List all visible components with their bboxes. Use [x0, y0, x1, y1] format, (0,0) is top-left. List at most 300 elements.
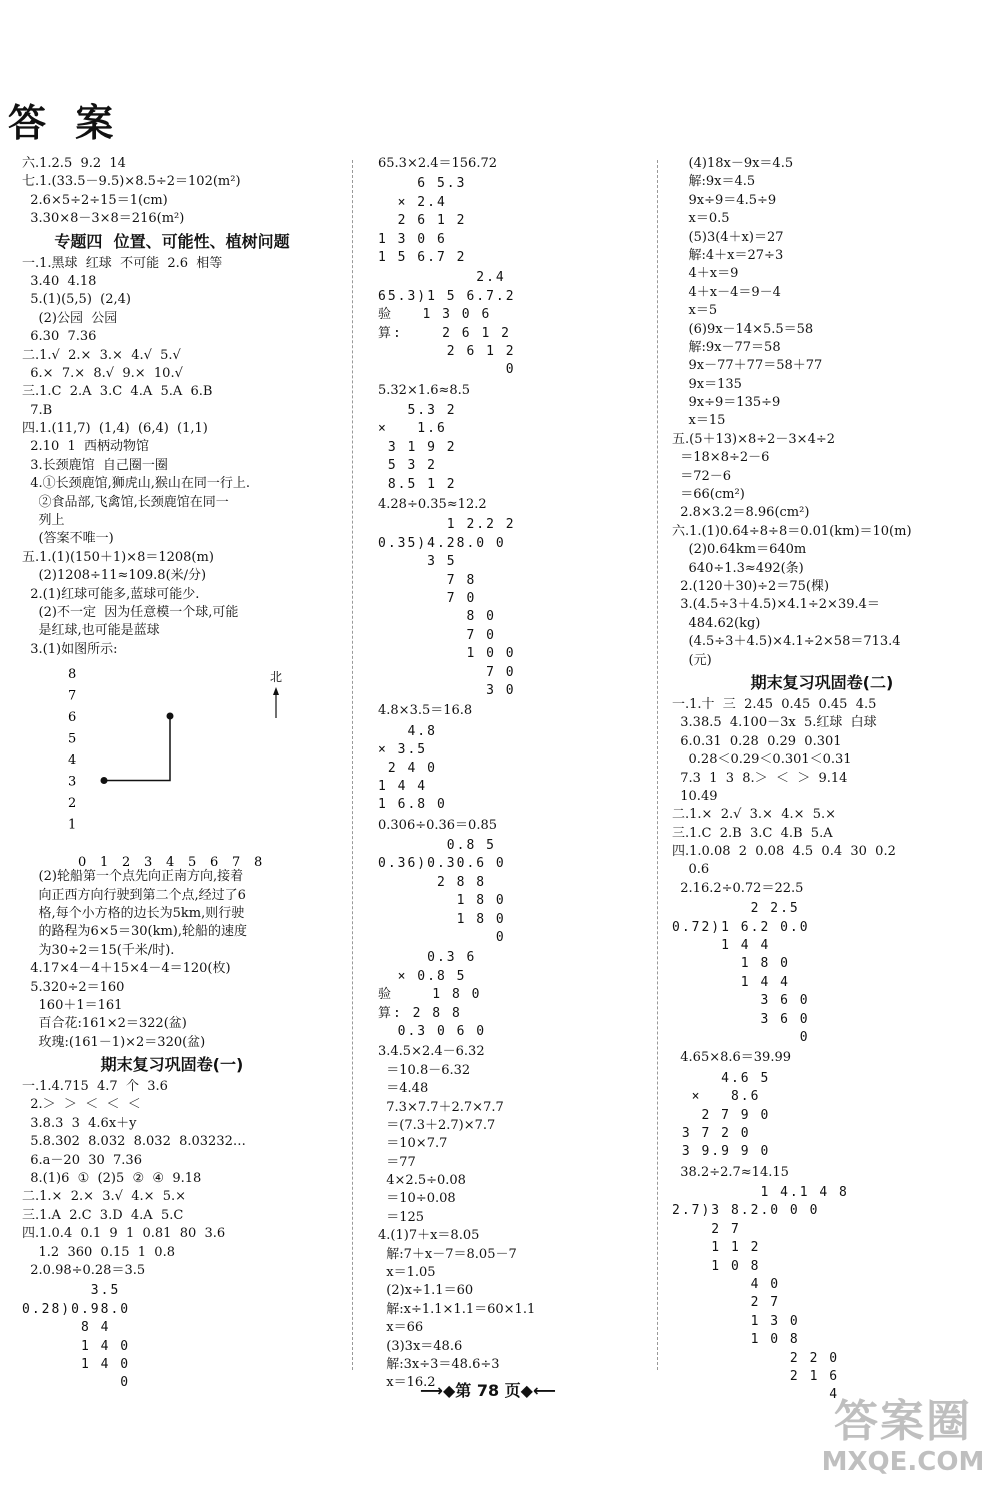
answer-line: ＝77 [378, 1154, 416, 1170]
answer-line: 四.1.0.4 0.1 9 1 0.81 80 3.6 [22, 1226, 226, 1242]
calculation-row-wrap [672, 1313, 972, 1331]
answer-line: 一.1.黑球 红球 不可能 2.6 相等 [22, 255, 223, 271]
x-tick-label: 3 [144, 855, 153, 869]
answer-line: 六.1.(1)0.64÷8÷8＝0.01(km)＝10(m) [672, 523, 912, 539]
calculation-row: 2 6 1 2 [378, 343, 516, 361]
answer-line: 5.320÷2＝160 [22, 979, 125, 995]
vertical-calculation [378, 175, 648, 267]
calculation-row-wrap [378, 874, 648, 892]
calculation-row: 0.72)1 6.2 0.0 [672, 919, 810, 937]
calculation-row: 1 1 2 [672, 1239, 760, 1257]
answer-line: 三.1.C 2.A 3.C 4.A 5.A 6.B [22, 384, 213, 400]
calculation-row-wrap [378, 476, 648, 494]
answer-line: 6.0.31 0.28 0.29 0.301 [672, 733, 842, 749]
answer-line: 列上 [22, 513, 65, 529]
calculation-row-wrap [672, 1350, 972, 1368]
vertical-calculation [378, 723, 648, 815]
calculation-row: 0.3 6 [378, 950, 477, 966]
answer-line: (4)18x－9x＝4.5 [672, 156, 794, 171]
answer-line: 3.(4.5÷3＋4.5)×4.1÷2×39.4＝ [672, 597, 880, 613]
calculation-row: 1 3 0 6 [378, 231, 447, 249]
answer-line: x＝5 [672, 303, 718, 319]
calculation-row-wrap [378, 175, 648, 193]
answer-line: 10.49 [672, 788, 718, 804]
calculation-row: 3 6 0 [672, 992, 810, 1010]
ship-route-line [104, 716, 170, 781]
calculation-row-wrap [378, 1023, 648, 1041]
calculation-row: 2.7)3 8.2.0 0 0 [672, 1202, 819, 1220]
answer-line: 4＋x＝9 [672, 266, 739, 282]
calculation-row: 1 8 0 [378, 892, 506, 910]
calculation-row: 5.3 2 [378, 403, 457, 419]
calculation-row-wrap [378, 968, 648, 986]
calculation-row-wrap [672, 1143, 972, 1161]
answer-line: 2.10 1 西柄动物馆 [22, 439, 150, 455]
page-title: 答 案 [8, 101, 122, 145]
answer-line: ＝(7.3＋2.7)×7.7 [378, 1117, 496, 1133]
answer-line: 2.(1)红球可能多,蓝球可能少. [22, 586, 200, 602]
calculation-row-wrap [378, 516, 648, 534]
calculation-row: × 8.6 [672, 1088, 760, 1106]
answer-line: 2.＞ ＞ ＜ ＜ ＜ [22, 1097, 141, 1113]
answer-line: 的路程为6×5＝30(km),轮船的速度 [22, 924, 247, 940]
answer-line: 484.62(kg) [672, 615, 761, 631]
calculation-row-wrap [378, 553, 648, 571]
answer-line: 9x－77＋77＝58＋77 [672, 358, 823, 374]
answer-line: 六.1.2.5 9.2 14 [22, 156, 126, 171]
answer-line: 解:9x－77＝58 [672, 339, 781, 355]
calculation-row-wrap [378, 590, 648, 608]
calculation-row: 4.8 [378, 723, 437, 739]
answer-line: 4＋x－4＝9－4 [672, 284, 781, 300]
calculation-row-wrap [378, 892, 648, 910]
calculation-row-wrap [378, 949, 648, 967]
watermark-logo [808, 1398, 998, 1488]
answer-line: 6.a－20 30 7.36 [22, 1152, 142, 1168]
answer-line: 七.1.(33.5－9.5)×8.5÷2＝102(m²) [22, 174, 241, 190]
answer-line: 3.38.5 4.100－3x 5.红球 白球 [672, 715, 877, 731]
answer-line: 二.1.× 2.√ 3.× 4.× 5.× [672, 807, 837, 823]
y-tick-label: 7 [68, 688, 77, 704]
answer-line: ②食品部,飞禽馆,长颈鹿馆在同一 [22, 494, 229, 510]
north-arrow-head-icon [273, 687, 279, 695]
calculation-row-wrap [672, 1011, 972, 1029]
calculation-row-wrap [672, 1125, 972, 1143]
page-number: ⟶◆第 78 页◆⟵ [420, 1381, 556, 1400]
section-heading: 期末复习巩固卷(二) [750, 672, 894, 692]
calculation-row: 1 0 8 [672, 1258, 760, 1276]
answer-line: 38.2÷2.7≈14.15 [672, 1164, 789, 1180]
answer-line: (元) [672, 652, 712, 668]
calculation-row: 0.35)4.28.0 0 [378, 535, 506, 553]
answer-line: 3.40 4.18 [22, 273, 97, 289]
answer-line: 解:7＋x－7＝8.05－7 [378, 1246, 517, 1262]
answer-line: 4×2.5÷0.08 [378, 1173, 466, 1189]
answer-line: (2)轮船第一个点先向正南方向,接着 [22, 869, 244, 885]
vertical-calculation [378, 269, 648, 379]
calculation-row-wrap [672, 919, 972, 937]
calculation-row-wrap [378, 361, 648, 379]
answer-line: (3)3x＝48.6 [378, 1338, 463, 1354]
calculation-row-wrap [378, 796, 648, 814]
calculation-row-wrap [672, 1239, 972, 1257]
y-tick-label: 3 [68, 774, 77, 790]
calculation-row-wrap [378, 911, 648, 929]
calculation-row-wrap [378, 231, 648, 249]
answer-line: ＝72－6 [672, 468, 732, 484]
calculation-row-wrap [378, 402, 648, 420]
calculation-row-wrap [378, 269, 648, 287]
x-tick-label: 6 [210, 855, 219, 869]
vertical-calculation [672, 1070, 972, 1162]
answer-line: 解:3x÷3＝48.6÷3 [378, 1357, 500, 1372]
answer-line: 4.(1)7＋x＝8.05 [378, 1228, 480, 1244]
answer-line: 3.(1)如图所示: [22, 641, 118, 657]
calculation-row: 1 8 0 [378, 911, 506, 929]
calculation-row: 7 0 [378, 664, 516, 682]
calculation-row-wrap [22, 1374, 322, 1392]
calculation-row-wrap [378, 645, 648, 663]
answer-line: (答案不唯一) [22, 531, 114, 547]
answer-line: 0.306÷0.36＝0.85 [378, 817, 497, 833]
calculation-row-wrap [378, 664, 648, 682]
calculation-row: 2 4 0 [378, 760, 437, 778]
answer-line: 65.3×2.4＝156.72 [378, 156, 497, 171]
answer-line: (2)公园 公园 [22, 310, 118, 326]
calculation-row-wrap [672, 992, 972, 1010]
answer-line: x＝0.5 [672, 211, 730, 227]
answer-line: 4.①长颈鹿馆,狮虎山,猴山在同一行上. [22, 476, 251, 492]
calculation-row-wrap [378, 439, 648, 457]
answer-line: 6.× 7.× 8.√ 9.× 10.√ [22, 365, 183, 381]
answer-line: 4.8×3.5＝16.8 [378, 703, 473, 719]
answer-line: x＝16.2 [378, 1375, 436, 1391]
answer-line: 百合花:161×2＝322(盆) [22, 1016, 187, 1032]
x-tick-label: 7 [232, 855, 241, 869]
watermark-url: MXQE.COM [821, 1447, 985, 1477]
calculation-row: 8 0 [378, 608, 496, 626]
answer-line: ＝66(cm²) [672, 487, 745, 503]
calculation-row-wrap [672, 1088, 972, 1106]
calculation-row-wrap [378, 929, 648, 947]
answer-column-3 [672, 155, 972, 1407]
calculation-row: 1 4 4 [378, 778, 427, 796]
answer-line: 四.1.(11,7) (1,4) (6,4) (1,1) [22, 421, 208, 437]
calculation-row-wrap [378, 420, 648, 438]
calculation-row: 4 0 [672, 1276, 780, 1294]
calculation-row: 1 5 6.7 2 [378, 249, 467, 265]
calculation-row-wrap [672, 1184, 972, 1202]
answer-line: 二.1.× 2.× 3.√ 4.× 5.× [22, 1189, 187, 1205]
answer-line: 五.(5＋13)×8÷2－3×4÷2 [672, 431, 836, 447]
answer-line: 640÷1.3≈492(条) [672, 560, 804, 576]
vertical-calculation [672, 1184, 972, 1405]
calculation-row-wrap [378, 457, 648, 475]
calculation-row: 1 4 4 [672, 937, 770, 955]
calculation-row: 1 4 0 [22, 1338, 130, 1356]
answer-line: 5.32×1.6≈8.5 [378, 382, 471, 398]
answer-line: 向正西方向行驶到第二个点,经过了6 [22, 887, 246, 903]
answer-line: 2.0.98÷0.28＝3.5 [22, 1262, 146, 1278]
calculation-row-wrap [378, 608, 648, 626]
answer-line: 是红球,也可能是蓝球 [22, 623, 160, 639]
answer-line: ＝10×7.7 [378, 1136, 448, 1152]
calculation-row-wrap [378, 194, 648, 212]
calculation-row: 算: 2 8 8 [378, 1005, 462, 1023]
calculation-row: × 3.5 [378, 741, 427, 759]
answer-line: ＝125 [378, 1209, 425, 1225]
calculation-row: 3 1 9 2 [378, 439, 457, 457]
calculation-row-wrap [378, 682, 648, 700]
y-tick-label: 6 [68, 710, 77, 726]
answer-line: 解:9x＝4.5 [672, 174, 756, 190]
vertical-calculation [22, 1282, 322, 1392]
calculation-row-wrap [378, 723, 648, 741]
calculation-row: 1 4 4 [672, 974, 790, 992]
north-label: 北 [270, 670, 283, 685]
calculation-row: × 0.8 5 [378, 968, 466, 986]
answer-line: (5)3(4＋x)＝27 [672, 229, 784, 245]
answer-column-1 [22, 155, 322, 1395]
answer-column-2 [378, 155, 648, 1393]
answer-line: 9x÷9＝4.5÷9 [672, 192, 777, 208]
calculation-row: 4.6 5 [672, 1070, 771, 1086]
answer-line: 三.1.A 2.C 3.D 4.A 5.C [22, 1207, 184, 1223]
calculation-row: 2 7 9 0 [672, 1107, 770, 1125]
answer-line: 3.4.5×2.4－6.32 [378, 1044, 485, 1060]
answer-line: 160＋1＝161 [22, 997, 123, 1013]
calculation-row: 2 8 8 [378, 874, 486, 892]
answer-line: x＝15 [672, 413, 726, 429]
calculation-row-wrap [22, 1319, 322, 1337]
calculation-row: 0 [378, 930, 506, 946]
calculation-row-wrap [378, 855, 648, 873]
column-divider [657, 160, 658, 1370]
calculation-row: 3 5 [378, 553, 457, 571]
answer-line: 2.6×5÷2÷15＝1(cm) [22, 192, 168, 208]
calculation-row: × 1.6 [378, 420, 447, 438]
calculation-row-wrap [672, 1029, 972, 1047]
calculation-row: 2 2.5 [672, 901, 800, 917]
calculation-row: 1 3 0 [672, 1313, 800, 1331]
calculation-row-wrap [378, 249, 648, 267]
calculation-row: 1 2.2 2 [378, 517, 516, 533]
calculation-row: 1 0 0 [378, 645, 516, 663]
calculation-row-wrap [378, 986, 648, 1004]
calculation-row-wrap [672, 937, 972, 955]
calculation-row: 0 [22, 1375, 131, 1391]
answer-line: 1.2 360 0.15 1 0.8 [22, 1244, 175, 1260]
calculation-row-wrap [378, 306, 648, 324]
answer-line: 一.1.十 三 2.45 0.45 0.45 4.5 [672, 696, 877, 712]
calculation-row-wrap [672, 1221, 972, 1239]
vertical-calculation [378, 837, 648, 947]
answer-line: (4.5÷3＋4.5)×4.1÷2×58＝713.4 [672, 634, 901, 650]
watermark-logo-text: 答案圈 [834, 1396, 972, 1447]
x-tick-label: 8 [254, 855, 263, 869]
calculation-row: 65.3)1 5 6.7.2 [378, 288, 516, 306]
calculation-row-wrap [378, 343, 648, 361]
calculation-row: 3 9.9 9 0 [672, 1144, 771, 1160]
calculation-row: 1 8 0 [672, 955, 790, 973]
answer-line: 格,每个小方格的边长为5km,则行驶 [22, 905, 245, 921]
x-tick-label: 0 [78, 855, 87, 869]
y-tick-label: 2 [68, 796, 77, 812]
y-tick-label: 5 [68, 731, 77, 747]
x-tick-label: 1 [100, 855, 109, 869]
grid-map-figure [22, 663, 322, 868]
calculation-row-wrap [672, 1331, 972, 1349]
calculation-row: 8 4 [22, 1319, 110, 1337]
x-tick-label: 5 [188, 855, 197, 869]
answer-line: 7.3 1 3 8.＞ ＜ ＞ 9.14 [672, 770, 848, 786]
answer-line: 5.(1)(5,5) (2,4) [22, 292, 131, 308]
answer-line: 4.28÷0.35≈12.2 [378, 497, 487, 513]
answer-line: 0.28＜0.29＜0.301＜0.31 [672, 752, 852, 768]
calculation-row: 3 6 0 [672, 1011, 810, 1029]
calculation-row: × 2.4 [378, 194, 447, 212]
calculation-row-wrap [378, 1005, 648, 1023]
answer-line: 玫瑰:(161－1)×2＝320(盆) [22, 1034, 206, 1050]
calculation-row-wrap [378, 760, 648, 778]
route-end-point [167, 713, 174, 720]
calculation-row: 1 4 0 [22, 1356, 130, 1374]
section-heading: 期末复习巩固卷(一) [100, 1055, 244, 1075]
answer-line: ＝10÷0.08 [378, 1191, 456, 1207]
calculation-row: 0.8 5 [378, 838, 496, 854]
calculation-row-wrap [672, 974, 972, 992]
calculation-row: 2 2 0 [672, 1350, 839, 1368]
section-heading: 专题四 位置、可能性、植树问题 [54, 231, 290, 251]
calculation-row: 8.5 1 2 [378, 476, 457, 492]
answer-line: 3.30×8－3×8＝216(m²) [22, 211, 185, 227]
calculation-row: 5 3 2 [378, 457, 437, 475]
calculation-row: 验 1 3 0 6 [378, 306, 491, 324]
route-start-point [101, 777, 108, 784]
calculation-row-wrap [672, 955, 972, 973]
calculation-row-wrap [378, 778, 648, 796]
answer-line: 解:x÷1.1×1.1＝60×1.1 [378, 1301, 536, 1317]
y-tick-label: 4 [68, 753, 77, 769]
y-tick-label: 8 [68, 667, 77, 683]
calculation-row: 3 7 2 0 [672, 1125, 751, 1143]
calculation-row: 7 0 [378, 627, 496, 645]
answer-line: (2)x÷1.1＝60 [378, 1283, 474, 1299]
calculation-row: 0.36)0.30.6 0 [378, 855, 506, 873]
answer-line: 四.1.0.08 2 0.08 4.5 0.4 30 0.2 [672, 844, 896, 860]
calculation-row: 0 [378, 362, 516, 378]
calculation-row-wrap [672, 1202, 972, 1220]
calculation-row: 1 6.8 0 [378, 797, 447, 813]
answer-line: 2.16.2÷0.72＝22.5 [672, 880, 804, 896]
calculation-row: 7 0 [378, 590, 476, 608]
calculation-row-wrap [378, 837, 648, 855]
answer-line: x＝66 [378, 1320, 424, 1336]
grid-map-svg [22, 663, 322, 868]
calculation-row-wrap [378, 627, 648, 645]
calculation-row: 验 1 8 0 [378, 986, 481, 1004]
answer-line: 4.65×8.6＝39.99 [672, 1050, 791, 1066]
answer-line: 9x÷9＝135÷9 [672, 395, 781, 411]
calculation-row-wrap [378, 212, 648, 230]
answer-line: 6.30 7.36 [22, 329, 97, 345]
calculation-row-wrap [22, 1301, 322, 1319]
calculation-row: 0 [672, 1029, 810, 1045]
calculation-row-wrap [672, 1276, 972, 1294]
answer-line: (2)0.64km＝640m [672, 542, 807, 558]
calculation-row-wrap [378, 288, 648, 306]
answer-line: 0.6 [672, 862, 710, 878]
answer-line: 5.8.302 8.032 8.032 8.03232… [22, 1134, 246, 1150]
calculation-row-wrap [22, 1282, 322, 1300]
calculation-row-wrap [22, 1356, 322, 1374]
calculation-row-wrap [22, 1338, 322, 1356]
answer-line: 解:4＋x＝27÷3 [672, 247, 784, 263]
page-number-text: 第 78 页 [455, 1381, 521, 1400]
answer-line: 7.3×7.7＋2.7×7.7 [378, 1099, 504, 1115]
calculation-row-wrap [378, 741, 648, 759]
calculation-row-wrap [672, 1107, 972, 1125]
x-tick-label: 4 [166, 855, 175, 869]
calculation-row: 算: 2 6 1 2 [378, 325, 511, 343]
calculation-row: 2 6 1 2 [378, 212, 466, 230]
answer-line: ＝4.48 [378, 1081, 429, 1097]
answer-line: ＝10.8－6.32 [378, 1062, 471, 1078]
calculation-row-wrap [672, 1368, 972, 1386]
calculation-row: 3 0 [378, 682, 516, 698]
vertical-calculation [378, 516, 648, 700]
column-divider [352, 160, 353, 1370]
calculation-row-wrap [378, 325, 648, 343]
answer-line: 二.1.√ 2.× 3.× 4.√ 5.√ [22, 347, 181, 363]
calculation-row-wrap [672, 1294, 972, 1312]
answer-line: (6)9x－14×5.5＝58 [672, 321, 814, 337]
answer-line: 9x＝135 [672, 376, 742, 392]
calculation-row-wrap [378, 572, 648, 590]
x-tick-label: 2 [122, 855, 131, 869]
answer-line: 3.8.3 3 4.6x＋y [22, 1115, 137, 1131]
answer-line: 三.1.C 2.B 3.C 4.B 5.A [672, 825, 833, 841]
vertical-calculation [378, 949, 648, 1041]
calculation-row: 2.4 [378, 270, 506, 286]
answer-line: 为30÷2＝15(千米/时). [22, 942, 175, 958]
answer-line: (2)1208÷11≈109.8(米/分) [22, 568, 207, 584]
calculation-row: 2 7 [672, 1294, 780, 1312]
calculation-row: 0.3 0 6 0 [378, 1023, 487, 1039]
calculation-row: 0.28)0.98.0 [22, 1301, 130, 1319]
answer-line: 8.(1)6 ① (2)5 ② ④ 9.18 [22, 1171, 202, 1187]
calculation-row: 3.5 [22, 1283, 121, 1299]
answer-line: 一.1.4.715 4.7 个 3.6 [22, 1079, 168, 1095]
calculation-row: 1 4.1 4 8 [672, 1185, 849, 1201]
answer-line: 2.8×3.2＝8.96(cm²) [672, 505, 810, 521]
answer-line: x＝1.05 [378, 1265, 436, 1281]
calculation-row-wrap [378, 535, 648, 553]
calculation-row: 2 1 6 [672, 1368, 839, 1386]
calculation-row-wrap [672, 1070, 972, 1088]
calculation-row: 6 5.3 [378, 176, 467, 192]
calculation-row-wrap [672, 1258, 972, 1276]
vertical-calculation [672, 900, 972, 1047]
calculation-row: 7 8 [378, 572, 476, 590]
answer-line: 4.17×4－4＋15×4－4＝120(枚) [22, 961, 231, 977]
calculation-row: 1 0 8 [672, 1331, 800, 1349]
answer-line: ＝18×8÷2－6 [672, 450, 770, 466]
y-tick-label: 1 [68, 817, 77, 833]
calculation-row: 2 7 [672, 1221, 741, 1239]
calculation-row-wrap [672, 900, 972, 918]
answer-line: 五.1.(1)(150＋1)×8＝1208(m) [22, 549, 214, 565]
